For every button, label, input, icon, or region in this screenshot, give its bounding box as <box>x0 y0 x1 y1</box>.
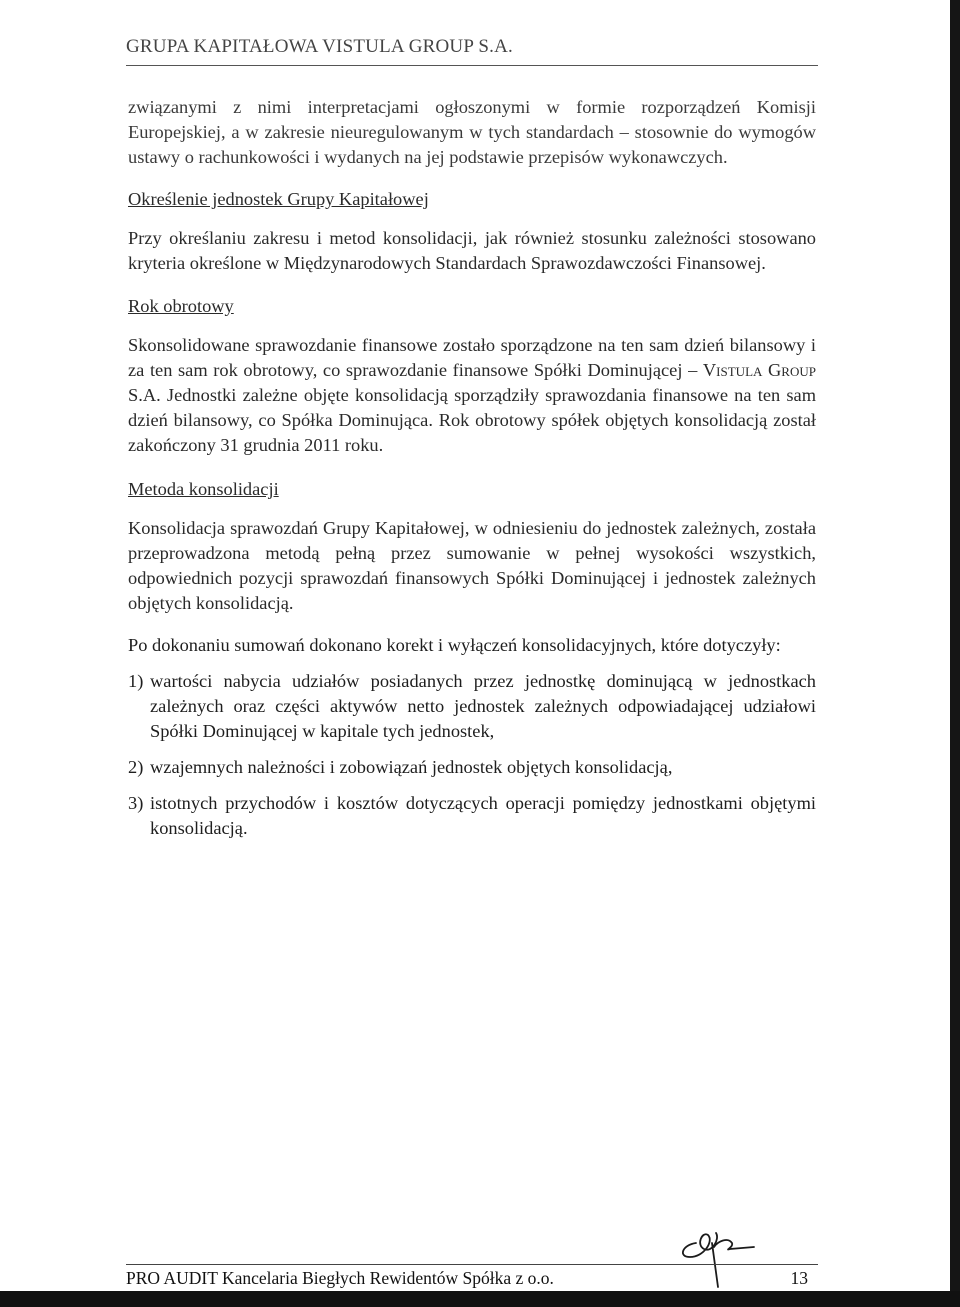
scan-edge-right <box>950 0 960 1307</box>
list-item <box>128 791 816 841</box>
rok-text-part-b: Jednostki zależne objęte konsolidacją sporządziły sprawozdania finansowe na ten sam dzień bilansowy, co Spółka Dominująca. Rok obrotowy spółek objętych konsolidacją został zakończony 31 grudnia 2011 roku. <box>128 385 817 455</box>
footer-text: PRO AUDIT Kancelaria Biegłych Rewidentów Spółka z o.o. <box>126 1268 554 1288</box>
section-text-rok-obrotowy <box>128 333 816 458</box>
list-item-number: 1) <box>128 671 144 691</box>
list-item-number: 2) <box>128 757 144 777</box>
list-item <box>128 755 816 780</box>
scan-edge-bottom <box>0 1291 960 1307</box>
section-text-jednostki: Przy określaniu zakresu i metod konsolidacji, jak również stosunku zależności stosowano kryteria określone w Międzynarodowych Standardach Sprawozdawczości Finansowej. <box>128 228 816 273</box>
section-heading-metoda: Metoda konsolidacji <box>128 479 279 499</box>
running-footer <box>126 1268 818 1289</box>
section-text-metoda: Konsolidacja sprawozdań Grupy Kapitałowej, w odniesieniu do jednostek zależnych, została przeprowadzona metodą pełną przez sumowanie w pełnej wysokości wszystkich, odpowiednich pozycji sprawozdań finansowych Spółki Dominującej i jednostek zależnych objętych konsolidacją. <box>128 518 816 613</box>
list-item-text: wzajemnych należności i zobowiązań jednostek objętych konsolidacją, <box>150 757 673 777</box>
list-item-number: 3) <box>128 793 144 813</box>
rok-text-part-a: Skonsolidowane sprawozdanie finansowe zostało sporządzone na ten sam dzień bilansowy i za ten sam rok obrotowy, co sprawozdanie finansowe Spółki Dominującej – <box>128 335 816 380</box>
footer-rule <box>126 1264 818 1265</box>
adjustments-list <box>128 669 816 841</box>
running-header: GRUPA KAPITAŁOWA VISTULA GROUP S.A. <box>126 36 513 57</box>
intro-paragraph: związanymi z nimi interpretacjami ogłoszonymi w formie rozporządzeń Komisji Europejskiej, a w zakresie nieuregulowanym w tych standardach – stosownie do wymogów ustawy o rachunkowości i wydanych na jej podstawie przepisów wykonawczych. <box>128 97 816 167</box>
header-rule <box>126 65 818 66</box>
section-heading-jednostki: Określenie jednostek Grupy Kapitałowej <box>128 189 429 209</box>
list-item-text: istotnych przychodów i kosztów dotyczących operacji pomiędzy jednostkami objętymi konsolidacją. <box>150 793 816 838</box>
adjustments-intro: Po dokonaniu sumowań dokonano korekt i wyłączeń konsolidacyjnych, które dotyczyły: <box>128 635 781 655</box>
section-heading-rok-obrotowy: Rok obrotowy <box>128 296 234 316</box>
page-number: 13 <box>790 1268 808 1288</box>
list-item-text: wartości nabycia udziałów posiadanych przez jednostkę dominującą w jednostkach zależnych oraz części aktywów netto jednostek zależnych odpowiadającej udziałowi Spółki Dominującej w kapitale tych jednostek, <box>150 671 816 741</box>
company-name: Vistula Group S.A. <box>128 360 816 405</box>
list-item <box>128 669 816 744</box>
page-body <box>128 95 816 852</box>
